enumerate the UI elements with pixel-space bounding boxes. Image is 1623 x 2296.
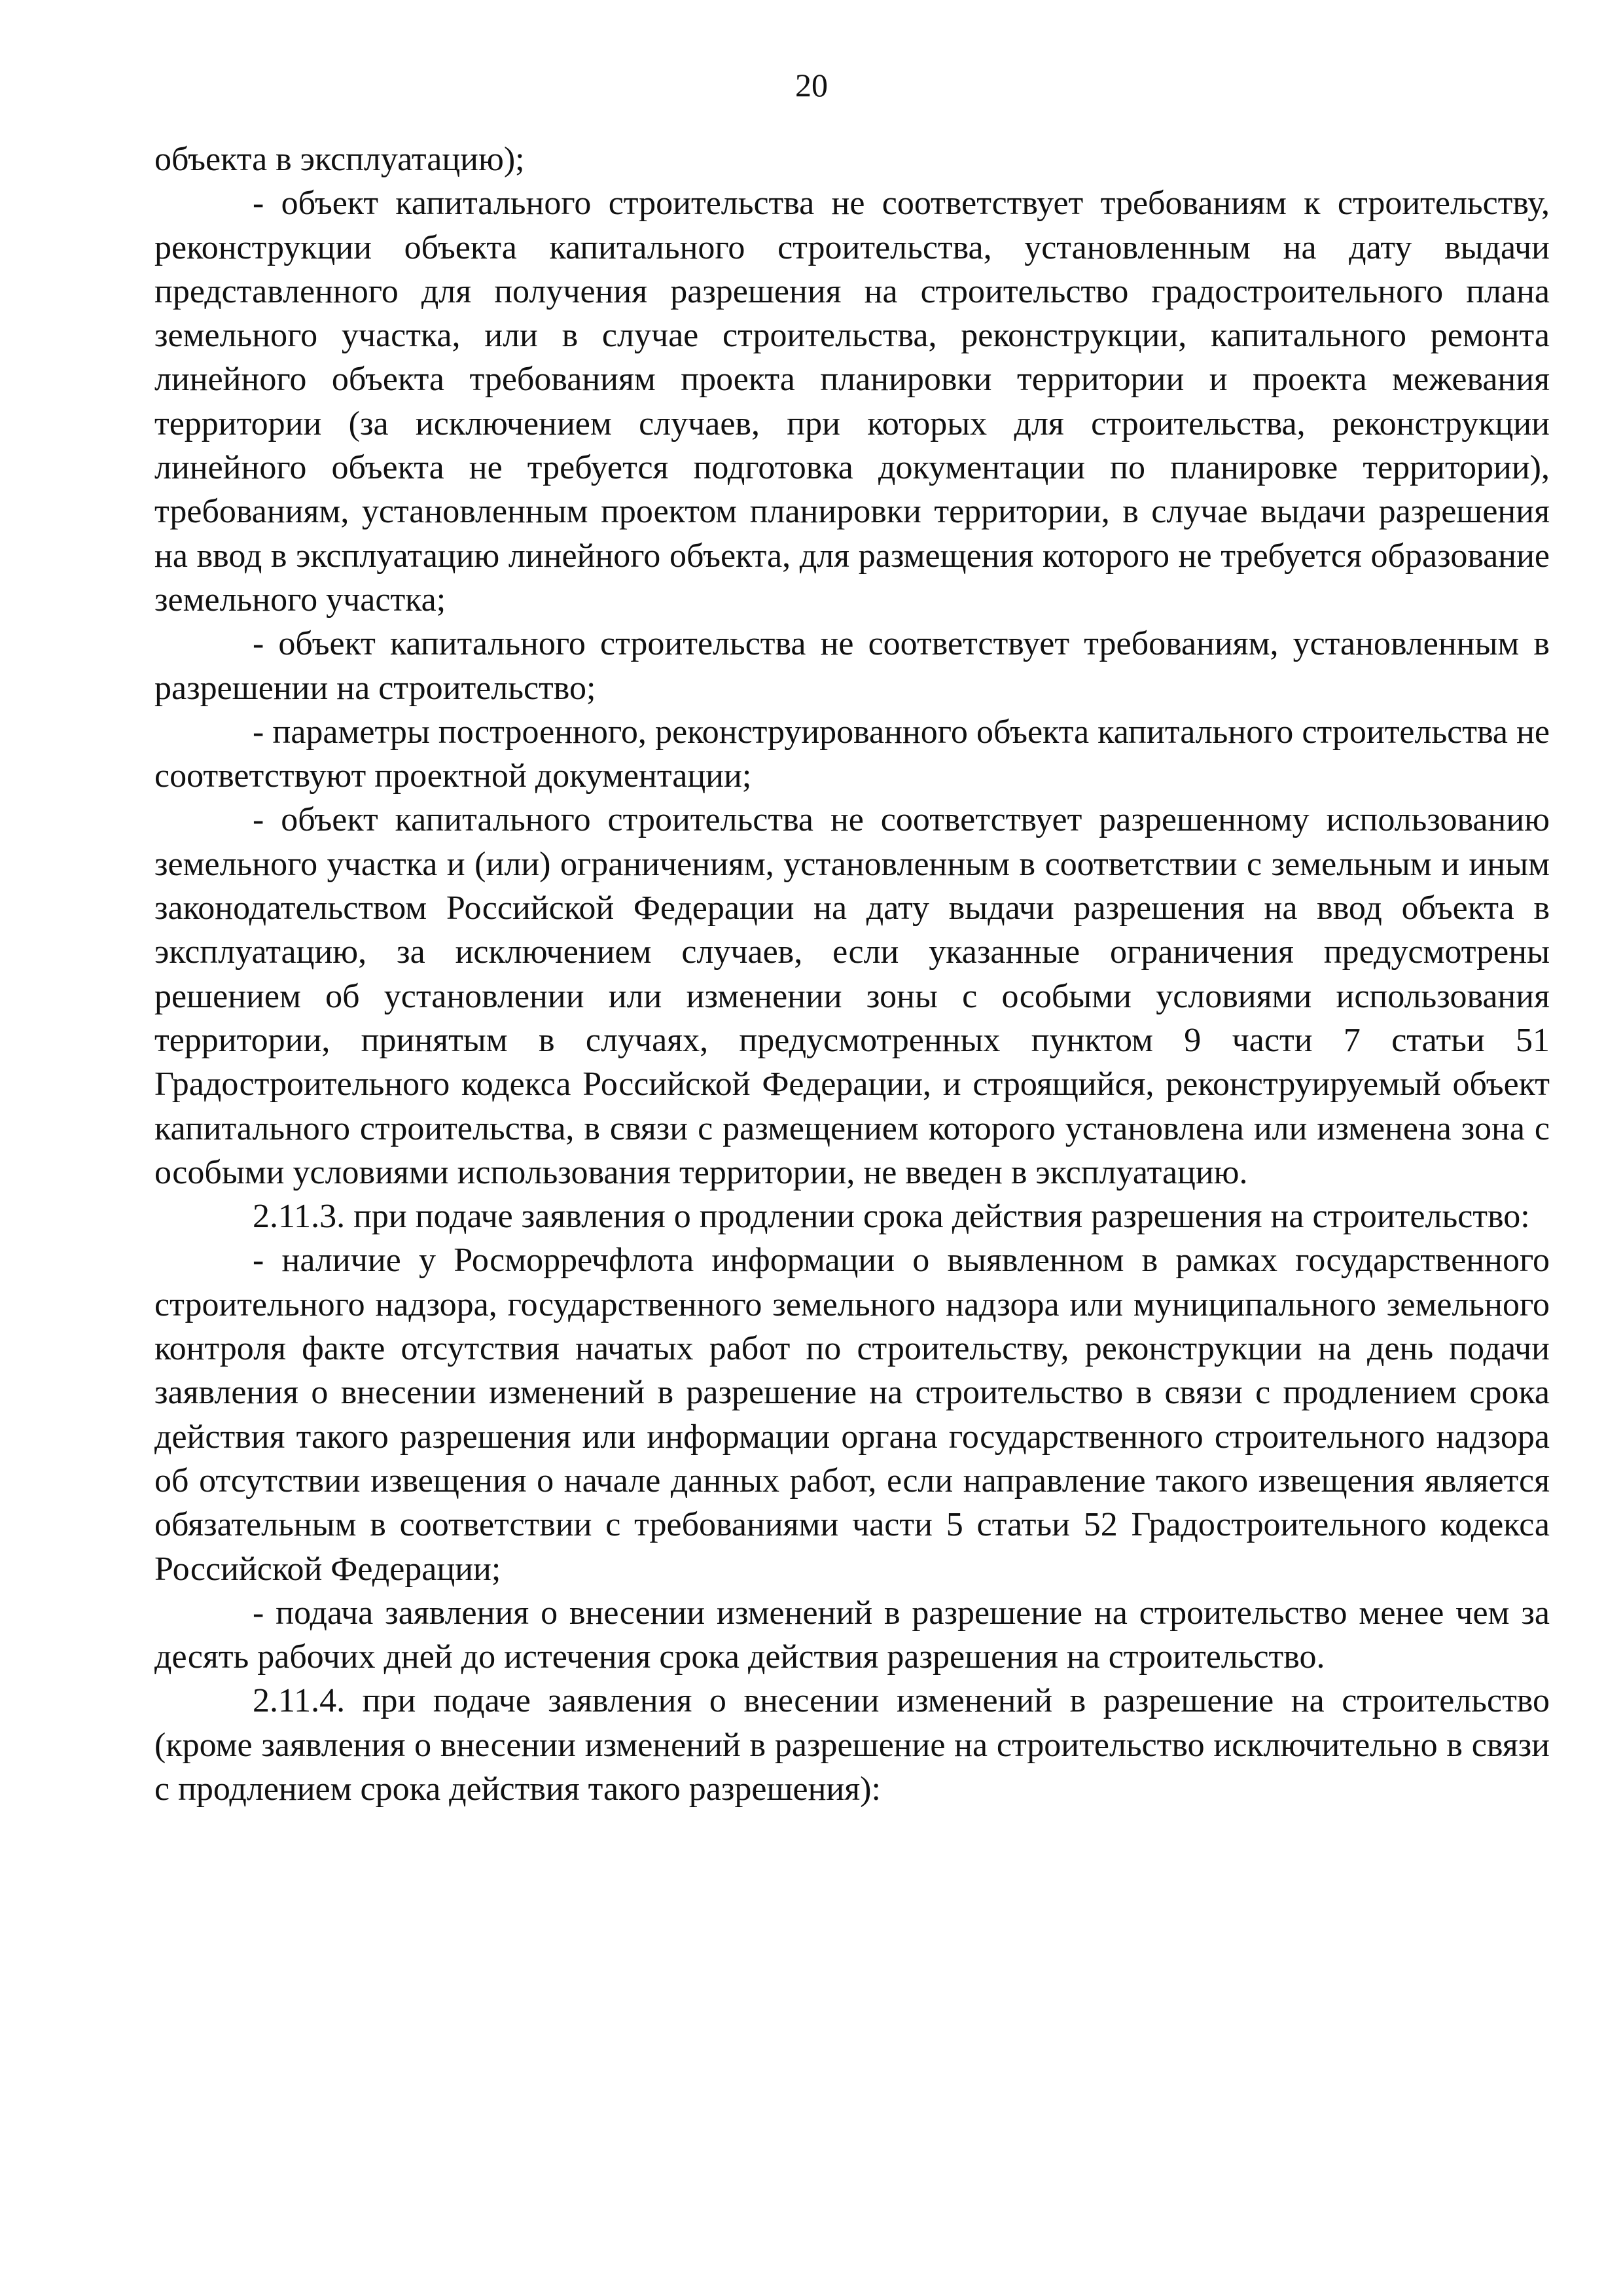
paragraph-bullet-3: - параметры построенного, реконструированного объекта капитального строительства не соответствуют проектной документации; — [154, 713, 1550, 795]
paragraph-bullet-4: - объект капитального строительства не соответствует разрешенному использованию земельного участка и (или) ограничениям, установленным в соответствии с земельным и иным законодательством Российской Федерации на дату выдачи разрешения на ввод объекта в эксплуатацию, за исключением случаев, если указанные ограничения предусмотрены решением об установлении или изменении зоны с особыми условиями использования территории, принятым в случаях, предусмотренных пунктом 9 части 7 статьи 51 Градостроительного кодекса Российской Федерации, и строящийся, реконструируемый объект капитального строительства, в связи с размещением которого установлена или изменена зона с особыми условиями использования территории, не введен в эксплуатацию. — [154, 801, 1550, 1191]
paragraph-bullet-5: - наличие у Росморречфлота информации о выявленном в рамках государственного строительного надзора, государственного земельного надзора или муниципального земельного контроля факте отсутствия начатых работ по строительству, реконструкции на день подачи заявления о внесении изменений в разрешение на строительство в связи с продлением срока действия такого разрешения или информации органа государственного строительного надзора об отсутствии извещения о начале данных работ, если направление такого извещения является обязательным в соответствии с требованиями части 5 статьи 52 Градостроительного кодекса Российской Федерации; — [154, 1242, 1550, 1588]
page-number: 20 — [795, 67, 828, 103]
paragraph-bullet-1: - объект капитального строительства не соответствует требованиям к строительству, реконструкции объекта капитального строительства, установленным на дату выдачи представленного для получения разрешения на строительство градостроительного плана земельного участка, или в случае строительства, реконструкции, капитального ремонта линейного объекта требованиям проекта планировки территории и проекта межевания территории (за исключением случаев, при которых для строительства, реконструкции линейного объекта не требуется подготовка документации по планировке территории), требованиям, установленным проектом планировки территории, в случае выдачи разрешения на ввод в эксплуатацию линейного объекта, для размещения которого не требуется образование земельного участка; — [154, 185, 1550, 619]
paragraph-continuation: объекта в эксплуатацию); — [154, 141, 525, 178]
paragraph-section-2-11-4: 2.11.4. при подаче заявления о внесении изменений в разрешение на строительство (кроме заявления о внесении изменений в разрешение на строительство исключительно в связи с продлением срока действия такого разрешения): — [154, 1682, 1550, 1808]
paragraph-section-2-11-3: 2.11.3. при подаче заявления о продлении срока действия разрешения на строительство: — [253, 1198, 1530, 1236]
paragraph-bullet-2: - объект капитального строительства не соответствует требованиям, установленным в разрешении на строительство; — [154, 625, 1550, 707]
document-body — [154, 137, 1550, 1811]
paragraph-bullet-6: - подача заявления о внесении изменений в разрешение на строительство менее чем за десять рабочих дней до истечения срока действия разрешения на строительство. — [154, 1594, 1550, 1676]
